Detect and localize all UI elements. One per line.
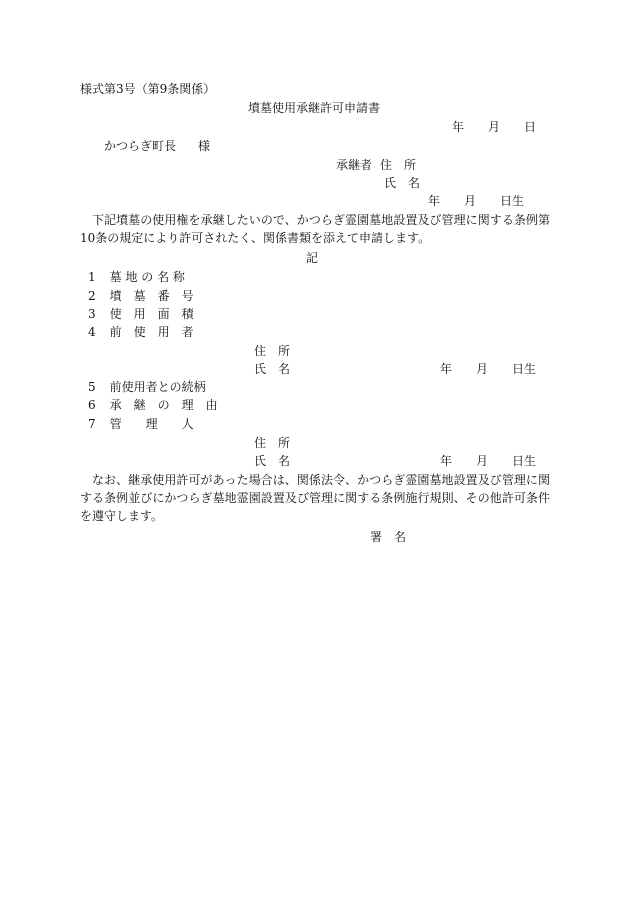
item-number: 4 xyxy=(88,325,96,339)
applicant-name-label: 氏 名 xyxy=(384,176,421,190)
manager-address-label: 住 所 xyxy=(254,436,291,450)
item-label: 前 使 用 者 xyxy=(109,325,194,339)
item-5 xyxy=(88,378,206,396)
item-label: 承 継 の 理 由 xyxy=(109,398,218,412)
item-number: 1 xyxy=(88,270,96,284)
form-title: 墳墓使用承継許可申請書 xyxy=(248,101,381,115)
addressee-honorific: 様 xyxy=(198,139,211,153)
item-number: 6 xyxy=(88,398,96,412)
item-label: 墳 墓 番 号 xyxy=(109,289,194,303)
item-label: 管 理 人 xyxy=(109,417,194,431)
manager-name-label: 氏 名 xyxy=(254,454,291,468)
item-label: 使 用 面 積 xyxy=(109,307,194,321)
applicant-address-label: 住 所 xyxy=(380,158,417,172)
date-day: 日 xyxy=(524,120,537,134)
application-date xyxy=(452,118,536,136)
closing-paragraph: なお、継承使用許可があった場合は、関係法令、かつらぎ霊園墓地設置及び管理に関する条例並びにかつらぎ墓地霊園設置及び管理に関する条例施行規則、その他許可条件を遵守します。 xyxy=(80,473,550,523)
form-number: 様式第3号（第9条関係） xyxy=(80,82,216,96)
date-year: 年 xyxy=(452,120,465,134)
signature-label: 署 名 xyxy=(370,530,407,544)
item-label: 前使用者との続柄 xyxy=(109,380,206,394)
manager-birth-date: 年 月 日生 xyxy=(440,454,537,468)
item-number: 3 xyxy=(88,307,96,321)
item-number: 7 xyxy=(88,417,96,431)
item-7 xyxy=(88,415,194,433)
item-1 xyxy=(88,268,185,286)
item-3 xyxy=(88,305,194,323)
record-heading: 記 xyxy=(306,251,319,265)
applicant-address-row xyxy=(336,156,416,174)
item-2 xyxy=(88,287,194,305)
item-number: 5 xyxy=(88,380,96,394)
item-4 xyxy=(88,323,194,341)
addressee xyxy=(104,137,210,155)
previous-user-birth-date: 年 月 日生 xyxy=(440,362,537,376)
item-6 xyxy=(88,396,218,414)
date-month: 月 xyxy=(488,120,501,134)
previous-user-name-label: 氏 名 xyxy=(254,362,291,376)
previous-user-address-label: 住 所 xyxy=(254,344,291,358)
applicant-role: 承継者 xyxy=(336,158,373,172)
item-number: 2 xyxy=(88,289,96,303)
addressee-name: かつらぎ町長 xyxy=(104,139,177,153)
body-paragraph: 下記墳墓の使用権を承継したいので、かつらぎ霊園墓地設置及び管理に関する条例第10条の規定により許可されたく、関係書類を添えて申請します。 xyxy=(80,213,550,245)
applicant-birth-date: 年 月 日生 xyxy=(428,194,525,208)
item-label: 墓 地 の 名 称 xyxy=(109,270,185,284)
